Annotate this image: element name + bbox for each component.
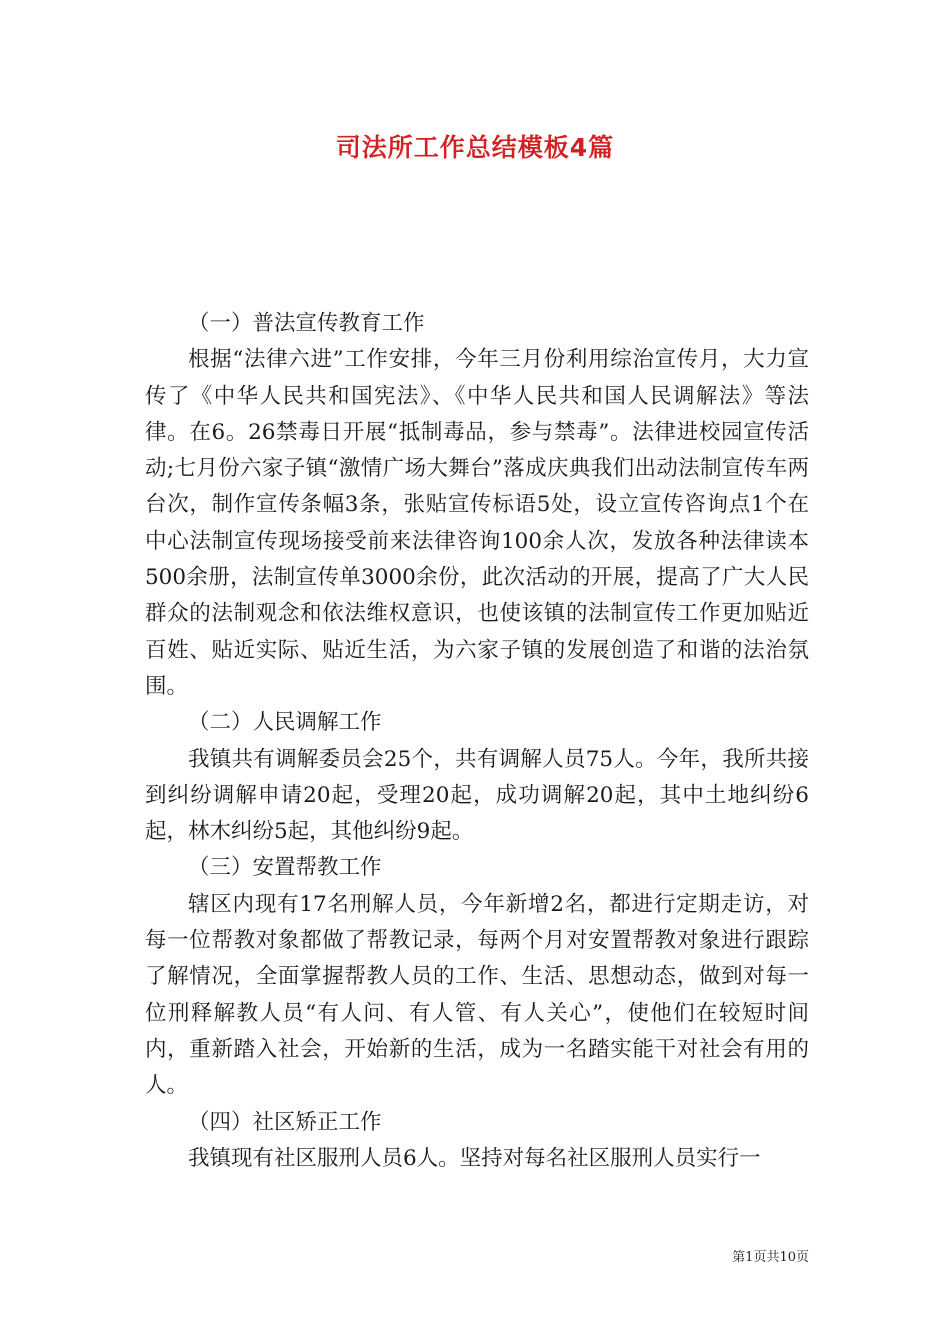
section-heading-3: （三）安置帮教工作 <box>188 855 382 881</box>
section-heading-2: （二）人民调解工作 <box>188 710 382 736</box>
paragraph-community-correction: 我镇现有社区服刑人员6人。坚持对每名社区服刑人员实行一 <box>188 1145 761 1171</box>
section-heading-1: （一）普法宣传教育工作 <box>188 311 425 336</box>
document-title: 司法所工作总结模板4篇 <box>335 133 615 162</box>
document-body <box>145 306 809 1177</box>
paragraph-mediation: 我镇共有调解委员会25个，共有调解人员75人。今年，我所共接到纠纷调解申请20起，受理20起，成功调解20起，其中土地纠纷6起，林木纠纷5起，其他纠纷9起。 <box>145 746 809 845</box>
section-heading-4: （四）社区矫正工作 <box>188 1109 382 1135</box>
paragraph-resettlement: 辖区内现有17名刑解人员，今年新增2名，都进行定期走访，对每一位帮教对象都做了帮教记录，每两个月对安置帮教对象进行跟踪了解情况，全面掌握帮教人员的工作、生活、思想动态，做到对每一位刑释解教人员“有人问、有人管、有人关心”，使他们在较短时间内，重新踏入社会，开始新的生活，成为一名踏实能干对社会有用的人。 <box>145 891 809 1099</box>
paragraph-legal-publicity: 根据“法律六进”工作安排，今年三月份利用综治宣传月，大力宣传了《中华人民共和国宪法》、《中华人民共和国人民调解法》等法律。在6。26禁毒日开展“抵制毒品，参与禁毒”。法律进校园宣传活动;七月份六家子镇“激情广场大舞台”落成庆典我们出动法制宣传车两台次，制作宣传条幅3条，张贴宣传标语5处，设立宣传咨询点1个在中心法制宣传现场接受前来法律咨询100余人次，发放各种法律读本500余册，法制宣传单3000余份，此次活动的开展，提高了广大人民群众的法制观念和依法维权意识，也使该镇的法制宣传工作更加贴近百姓、贴近实际、贴近生活，为六家子镇的发展创造了和谐的法治氛围。 <box>145 347 809 699</box>
page-number: 第1页共10页 <box>732 1250 809 1265</box>
